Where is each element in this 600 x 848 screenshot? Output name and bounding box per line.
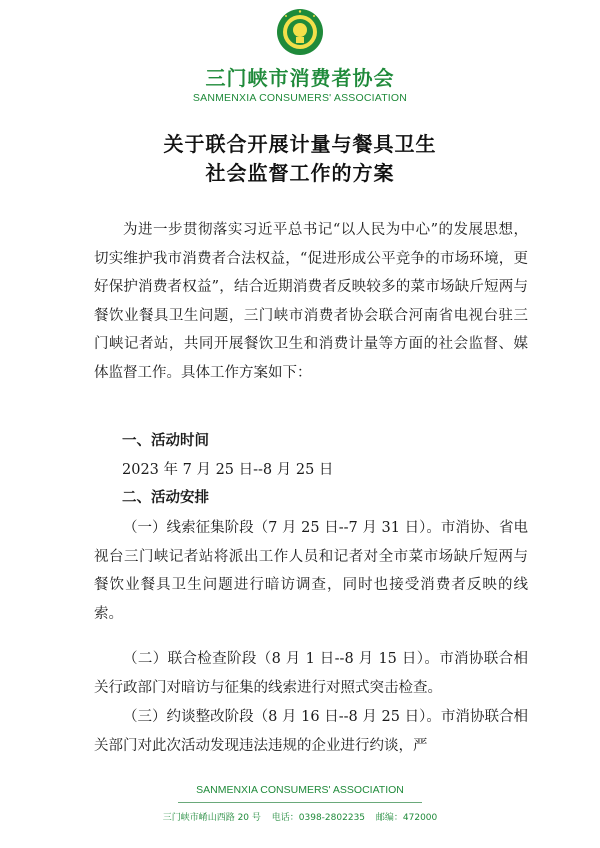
association-seal-icon [276,8,324,56]
footer-postcode: 邮编：472000 [375,813,438,823]
org-name-cn: 三门峡市消费者协会 [205,66,395,90]
section-heading-time: 一、活动时间 [122,433,209,449]
document-title-line-2: 社会监督工作的方案 [205,161,395,185]
stage-1-paragraph: （一）线索征集阶段（7 月 25 日--7 月 31 日）。市消协、省电视台三门峡记者站将派出工作人员和记者对全市菜市场缺斤短两与餐饮业餐具卫生问题进行暗访调查，同时也接受消费者反映的线索。 [94,520,528,622]
stage-3-paragraph: （三）约谈整改阶段（8 月 16 日--8 月 25 日）。市消协联合相关部门对此次活动发现违法违规的企业进行约谈，严 [94,709,528,754]
document-title-line-1: 关于联合开展计量与餐具卫生 [163,132,437,156]
footer-phone: 电话：0398-2802235 [271,813,366,823]
footer-org-name-en: SANMENXIA CONSUMERS' ASSOCIATION [196,784,404,796]
footer-address: 三门峡市崤山西路 20 号 [162,813,261,823]
footer-contact [0,810,600,823]
activity-date: 2023 年 7 月 25 日--8 月 25 日 [122,462,334,478]
intro-paragraph: 为进一步贯彻落实习近平总书记“以人民为中心”的发展思想，切实维护我市消费者合法权益，“促进形成公平竞争的市场环境，更好保护消费者权益”，结合近期消费者反映较多的菜市场缺斤短两与餐饮业餐具卫生问题，三门峡市消费者协会联合河南省电视台驻三门峡记者站，共同开展餐饮卫生和消费计量等方面的社会监督、媒体监督工作。具体工作方案如下： [94,222,528,381]
stage-2-paragraph: （二）联合检查阶段（8 月 1 日--8 月 15 日）。市消协联合相关行政部门对暗访与征集的线索进行对照式突击检查。 [94,651,528,696]
org-name-en: SANMENXIA CONSUMERS' ASSOCIATION [192,92,408,104]
footer-divider [178,802,422,803]
section-heading-arrangement: 二、活动安排 [122,490,209,506]
